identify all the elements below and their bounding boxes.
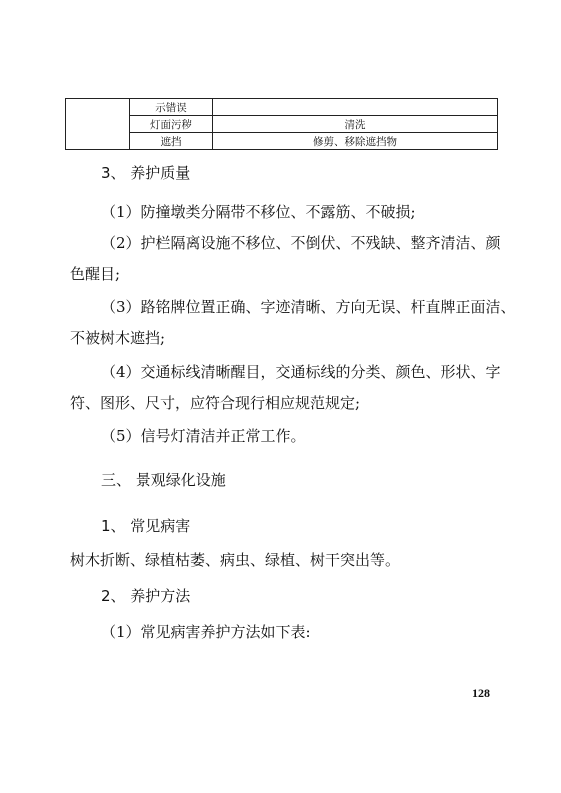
quality-item-3-line-1: （3）路铭牌位置正确、字迹清晰、方向无误、杆直牌正面洁、 [101,298,516,316]
quality-item-1: （1）防撞墩类分隔带不移位、不露筋、不破损; [101,203,416,221]
table-row [66,99,498,116]
page-number: 128 [472,686,490,700]
table-item-cell: 示错误 [130,99,213,116]
maintenance-method-text: （1）常见病害养护方法如下表: [101,623,311,641]
table-action-cell: 清洗 [213,116,498,133]
table-action-cell [213,99,498,116]
quality-item-4-line-1: （4）交通标线清晰醒目，交通标线的分类、颜色、形状、字 [101,363,501,381]
table-item-cell: 灯面污秽 [130,116,213,133]
subheading-common-damage: 1、 常见病害 [101,517,191,535]
maintenance-table-fragment [65,98,498,150]
quality-item-4-line-2: 符、图形、尺寸，应符合现行相应规范规定; [70,394,361,412]
section-heading-quality: 3、 养护质量 [101,164,191,182]
quality-item-3-line-2: 不被树木遮挡; [70,329,166,347]
quality-item-2-line-2: 色醒目; [70,265,121,283]
subheading-maintenance-method: 2、 养护方法 [101,587,191,605]
table-row [66,133,498,150]
table-action-cell: 修剪、移除遮挡物 [213,133,498,150]
quality-item-2-line-1: （2）护栏隔离设施不移位、不倒伏、不残缺、整齐清洁、颜 [101,234,501,252]
common-damage-text: 树木折断、绿植枯萎、病虫、绿植、树干突出等。 [70,551,401,569]
table-category-cell [66,99,130,150]
quality-item-5: （5）信号灯清洁并正常工作。 [101,427,306,445]
table-row [66,116,498,133]
chapter-heading-landscaping: 三、 景观绿化设施 [101,471,226,489]
table-item-cell: 遮挡 [130,133,213,150]
